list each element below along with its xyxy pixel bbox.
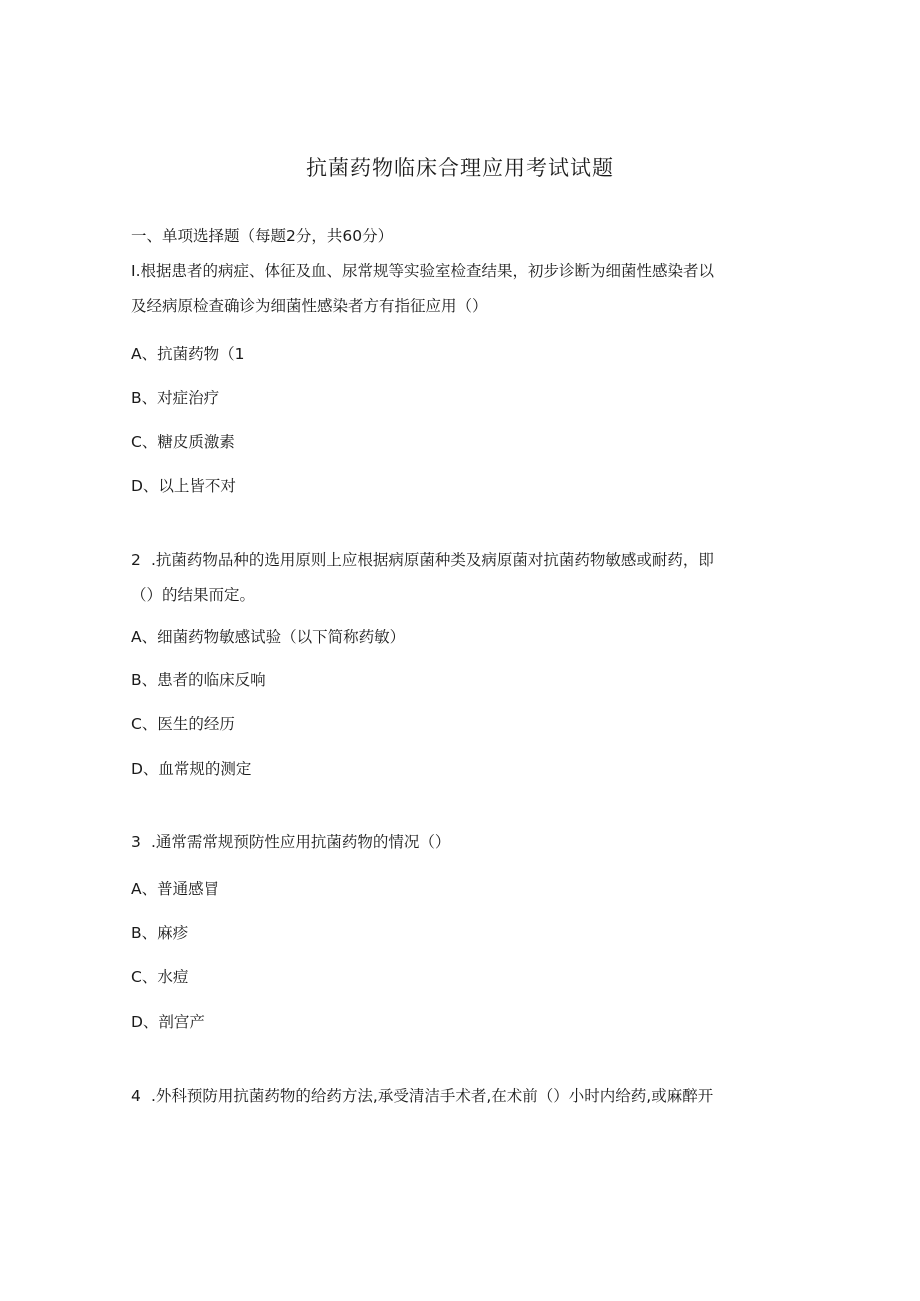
- question-1-stem-line-1: I.根据患者的病症、体征及血、尿常规等实验室检查结果，初步诊断为细菌性感染者以: [131, 262, 715, 280]
- question-2-option-a: A、细菌药物敏感试验（以下简称药敏）: [131, 628, 406, 646]
- question-3-option-c: C、水痘: [131, 968, 189, 986]
- question-2-option-b: B、患者的临床反响: [131, 671, 266, 689]
- question-2-stem-line-1: [131, 549, 714, 571]
- question-1-option-c: C、糖皮质激素: [131, 433, 235, 451]
- question-1-stem-line-2: 及经病原检查确诊为细菌性感染者方有指征应用（）: [131, 297, 488, 315]
- question-3-option-d: D、剖宫产: [131, 1013, 205, 1031]
- question-3-option-b: B、麻疹: [131, 924, 189, 942]
- question-4-number: 4: [131, 1087, 141, 1105]
- question-4-stem-line-1: [131, 1085, 713, 1107]
- question-2-option-c: C、医生的经历: [131, 715, 235, 733]
- question-3-stem-text: .通常需常规预防性应用抗菌药物的情况（）: [151, 833, 451, 851]
- page-title: 抗菌药物临床合理应用考试试题: [306, 156, 614, 180]
- section-heading: 一、单项选择题（每题2分，共60分）: [131, 227, 394, 245]
- question-3-stem-line-1: [131, 831, 450, 853]
- question-4-stem-text: .外科预防用抗菌药物的给药方法,承受清洁手术者,在术前（）小时内给药,或麻醉开: [151, 1087, 714, 1105]
- question-3-number: 3: [131, 833, 141, 851]
- question-2-option-d: D、血常规的测定: [131, 760, 252, 778]
- question-3-option-a: A、普通感冒: [131, 880, 220, 898]
- question-1-option-a: A、抗菌药物（1: [131, 345, 245, 363]
- question-2-number: 2: [131, 551, 141, 569]
- question-2-stem-text: .抗菌药物品种的选用原则上应根据病原菌种类及病原菌对抗菌药物敏感或耐药，即: [151, 551, 714, 569]
- question-1-option-d: D、以上皆不对: [131, 477, 236, 495]
- question-1-option-b: B、对症治疗: [131, 389, 220, 407]
- question-2-stem-line-2: （）的结果而定。: [131, 586, 256, 604]
